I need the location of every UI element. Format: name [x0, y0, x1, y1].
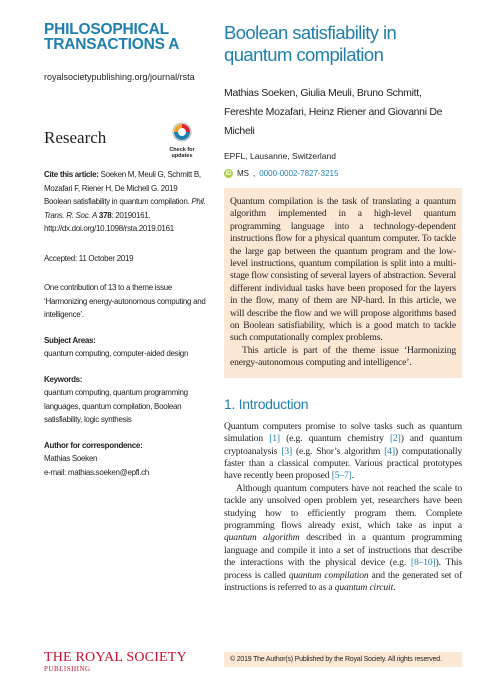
intro-p1-text-d: (e.g. Shor’s algorithm	[292, 445, 385, 457]
intro-p2-italic-2: quantum compilation	[288, 569, 369, 581]
abstract-paragraph-2: This article is part of the theme issue ‘Harmonizing energy-autonomous computing and intelligence’.	[230, 344, 456, 369]
subject-areas-label: Subject Areas:	[44, 335, 96, 345]
article-title: Boolean satisfiability in quantum compilation	[224, 22, 397, 65]
research-row	[44, 122, 206, 158]
intro-paragraph-1	[224, 421, 462, 483]
check-for-updates-badge[interactable]	[162, 122, 202, 159]
copyright-text: © 2019 The Author(s) Published by the Royal Society. All rights reserved.	[230, 656, 442, 663]
orcid-line	[224, 169, 462, 178]
publisher-name: THE ROYAL SOCIETY	[44, 650, 187, 665]
abstract-paragraph-1: Quantum compilation is the task of translating a quantum algorithm implemented in a high-level quantum programming language into a technology-dependent instructions flow for a physical quantum computer. To tackle the large gap between the quantum program and the low-level instructions, quantum compilation is split into a multi-stage flow consisting of several layers of abstraction. Several different individual tasks have been proposed for the layers in the flow, many of them are NP-hard. In this article, we will describe the flow and we will propose algorithms based on Boolean satisfiability, which is a good match to tackle such computationally complex problems.	[230, 196, 456, 344]
email-label: e-mail:	[44, 467, 68, 477]
correspondence	[44, 439, 206, 480]
cite-text2: : 20190161.	[111, 210, 151, 220]
subject-areas-value: quantum computing, computer-aided design	[44, 349, 189, 358]
badge-text	[162, 147, 202, 159]
intro-p1-text-a: Quantum computers promise to solve tasks such as quantum simulation	[224, 420, 462, 445]
section-label: Research	[44, 128, 107, 147]
intro-p1-text-b: (e.g. quantum chemistry	[279, 433, 390, 445]
intro-p1-text-e: ) computationally faster than a classical computer. Various practical prototypes have recently been proposed	[224, 445, 462, 482]
orcid-link[interactable]: 0000-0002-7827-3215	[259, 169, 339, 178]
badge-line2: updates	[171, 153, 193, 159]
journal-name-line2: TRANSACTIONS A	[44, 36, 180, 53]
cite-label: Cite this article:	[44, 170, 99, 179]
journal-url[interactable]: royalsocietypublishing.org/journal/rsta	[44, 72, 195, 82]
intro-p1-text-f: .	[351, 470, 354, 482]
journal-name[interactable]	[44, 22, 206, 52]
correspondence-name: Mathias Soeken	[44, 454, 98, 463]
keywords-label: Keywords:	[44, 374, 83, 384]
keywords-value: quantum computing, quantum programming languages, quantum compilation, Boolean satisfiability, logic synthesis	[44, 388, 188, 424]
ref-link[interactable]: [5–7]	[331, 470, 352, 482]
cite-journal: Phil. Trans. R. Soc. A	[44, 197, 206, 220]
intro-p2-text-b: described in a quantum programming language and compile it into a set of instructions that describe the interactions with the physical device (e.g.	[224, 532, 462, 569]
accepted-date: Accepted: 11 October 2019	[44, 253, 134, 263]
left-sidebar	[44, 22, 206, 479]
correspondence-email-line	[44, 466, 206, 480]
intro-p2-text-c: ). This process is called	[224, 557, 462, 581]
keywords	[44, 373, 206, 427]
theme-issue-note: One contribution of 13 to a theme issue ‘Harmonizing energy-autonomous computing and intelligence’.	[44, 283, 206, 319]
intro-p2-italic-3: quantum circuit	[334, 581, 394, 593]
abstract-box	[224, 188, 462, 378]
email-link[interactable]: mathias.soeken@epfl.ch	[67, 467, 149, 477]
intro-p2-text-d: and the generated set of instructions is referred to as a	[224, 569, 463, 593]
correspondence-label: Author for correspondence:	[44, 440, 143, 450]
publisher-logo[interactable]	[44, 651, 187, 673]
article-authors: Mathias Soeken, Giulia Meuli, Bruno Schmitt, Fereshte Mozafari, Heinz Riener and Giovanni De Micheli	[224, 87, 443, 137]
cite-doi[interactable]: http://dx.doi.org/10.1098/rsta.2019.0161	[44, 224, 174, 233]
publisher-sub: PUBLISHING	[44, 665, 91, 673]
intro-p1-text-c: ) and quantum cryptoanalysis	[224, 433, 463, 457]
orcid-sep: ,	[253, 169, 256, 178]
copyright-box	[224, 652, 462, 667]
intro-p2-italic-1: quantum algorithm	[224, 532, 300, 544]
ref-link[interactable]: [8–10]	[410, 557, 436, 569]
ref-link[interactable]: [3]	[281, 445, 293, 457]
section-heading-introduction: 1. Introduction	[224, 395, 309, 412]
affiliation: EPFL, Lausanne, Switzerland	[224, 151, 336, 161]
ref-link[interactable]: [4]	[384, 445, 395, 457]
orcid-initials: MS	[237, 169, 249, 178]
main-column	[224, 22, 462, 594]
intro-paragraph-2	[224, 483, 462, 595]
citation	[44, 168, 206, 236]
badge-line1: Check for	[169, 147, 195, 153]
ref-link[interactable]: [2]	[389, 433, 401, 445]
check-for-updates-icon	[172, 122, 192, 142]
intro-p2-text-a: Although quantum computers have not reached the scale to tackle any unsolved open problem yet, researchers have been studying how to efficiently program them. Complete programming flows already exist, which take as input a	[224, 482, 462, 531]
orcid-icon: iD	[225, 170, 232, 177]
introduction-body	[224, 421, 462, 595]
cite-volume: 378	[97, 210, 112, 220]
journal-name-line1: PHILOSOPHICAL	[44, 21, 169, 38]
cite-text1: Soeken M, Meuli G, Schmitt B, Mozafari F, Riener H, De Micheli G. 2019 Boolean satisfiability in quantum compilation.	[44, 170, 201, 206]
subject-areas	[44, 334, 206, 361]
intro-p2-text-e: .	[393, 581, 396, 593]
ref-link[interactable]: [1]	[269, 433, 280, 445]
